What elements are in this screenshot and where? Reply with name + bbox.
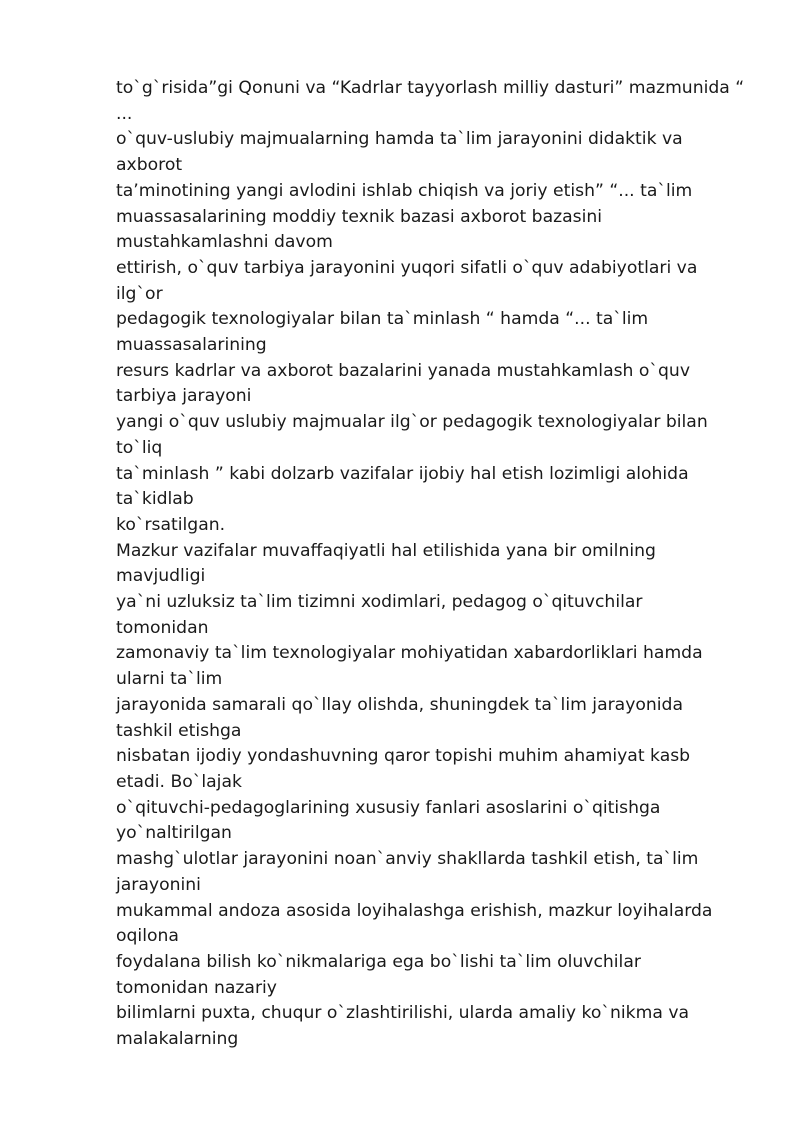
text-line: ko`rsatilgan. [116, 514, 226, 535]
text-line: yangi o`quv uslubiy majmualar ilg`or pedagogik texnologiyalar bilan [116, 412, 708, 433]
text-line: muassasalarining moddiy texnik bazasi axborot bazasini [116, 206, 603, 227]
text-line: bilimlarni puxta, chuqur o`zlashtirilishi, ularda amaliy ko`nikma va [116, 1003, 690, 1024]
text-line: ularni ta`lim [116, 669, 223, 690]
text-line: ilg`or [116, 283, 163, 304]
text-line: mavjudligi [116, 566, 206, 587]
text-line: to`liq [116, 437, 163, 458]
text-line: Mazkur vazifalar muvaffaqiyatli hal etilishida yana bir omilning [116, 540, 656, 561]
text-line: foydalana bilish ko`nikmalariga ega bo`lishi ta`lim oluvchilar [116, 951, 641, 972]
text-line: axborot [116, 155, 183, 176]
text-line: ya`ni uzluksiz ta`lim tizimni xodimlari, pedagog o`qituvchilar [116, 592, 643, 613]
text-line: muassasalarining [116, 335, 267, 356]
text-line: o`quv-uslubiy majmualarning hamda ta`lim jarayonini didaktik va [116, 129, 683, 150]
text-line: tomonidan nazariy [116, 977, 277, 998]
text-line: yo`naltirilgan [116, 823, 232, 844]
text-line: ... [116, 103, 133, 124]
text-line: zamonaviy ta`lim texnologiyalar mohiyatidan xabardorliklari hamda [116, 643, 703, 664]
text-line: to`g`risida”gi Qonuni va “Kadrlar tayyorlash milliy dasturi” mazmunida “ [116, 78, 745, 98]
text-line: pedagogik texnologiyalar bilan ta`minlash “ hamda “... ta`lim [116, 309, 649, 330]
text-line: ta`kidlab [116, 489, 194, 510]
text-line: nisbatan ijodiy yondashuvning qaror topishi muhim ahamiyat kasb [116, 746, 691, 767]
text-line: resurs kadrlar va axborot bazalarini yanada mustahkamlash o`quv [116, 360, 690, 381]
text-line: tarbiya jarayoni [116, 386, 252, 407]
text-line: malakalarning [116, 1029, 239, 1050]
text-line: jarayonini [116, 874, 201, 895]
text-line: mustahkamlashni davom [116, 232, 333, 253]
text-line: tashkil etishga [116, 720, 242, 741]
text-line: etadi. Bo`lajak [116, 771, 242, 792]
text-line: oqilona [116, 926, 179, 947]
text-line: mashg`ulotlar jarayonini noan`anviy shakllarda tashkil etish, ta`lim [116, 849, 699, 870]
text-line: tomonidan [116, 617, 209, 638]
text-line: o`qituvchi-pedagoglarining xususiy fanlari asoslarini o`qitishga [116, 797, 661, 818]
text-line: ettirish, o`quv tarbiya jarayonini yuqori sifatli o`quv adabiyotlari va [116, 257, 698, 278]
text-line: ta’minotining yangi avlodini ishlab chiqish va joriy etish” “... ta`lim [116, 180, 693, 201]
text-line: mukammal andoza asosida loyihalashga erishish, mazkur loyihalarda [116, 900, 713, 921]
text-line: ta`minlash ” kabi dolzarb vazifalar ijobiy hal etish lozimligi alohida [116, 463, 689, 484]
text-line: jarayonida samarali qo`llay olishda, shuningdek ta`lim jarayonida [116, 694, 684, 715]
document-page [116, 76, 756, 1053]
